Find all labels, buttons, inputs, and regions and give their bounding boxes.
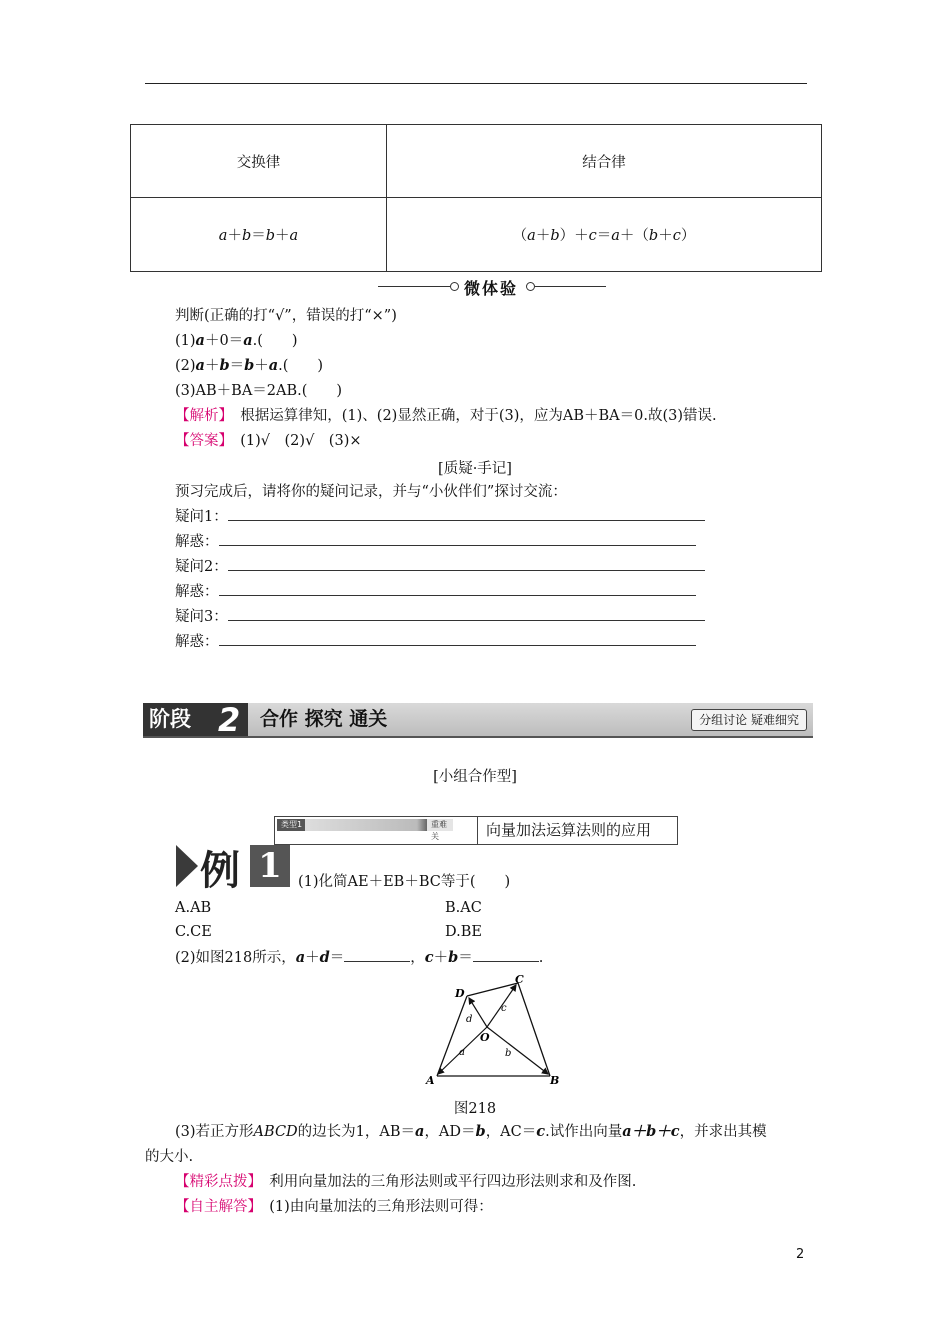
- example-number: 1: [250, 845, 290, 887]
- judge-item-1: (1)a＋0＝a.( ): [175, 332, 298, 349]
- edge-cb: [518, 983, 550, 1076]
- example-q3-line1: (3)若正方形ABCD的边长为1，AB＝a，AD＝b，AC＝c.试作出向量a＋b＋c，并求出其模: [175, 1123, 767, 1140]
- notes-intro: 预习完成后，请将你的疑问记录，并与“小伙伴们”探讨交流：: [175, 484, 567, 500]
- edge-ad: [437, 996, 467, 1076]
- option-b: B.AC: [445, 900, 482, 916]
- example-q3-line2: 的大小.: [145, 1149, 194, 1165]
- judge-intro: 判断(正确的打“√”，错误的打“×”): [175, 308, 397, 324]
- figure-caption: 图218: [453, 1101, 497, 1117]
- label-a: a: [459, 1047, 465, 1058]
- label-A: A: [426, 1074, 435, 1087]
- tip-label: 【精彩点拨】: [175, 1174, 255, 1190]
- header-rule: [145, 83, 807, 84]
- notes-row-4[interactable]: 解惑：: [175, 582, 696, 602]
- notes-row-1[interactable]: 疑问1：: [175, 507, 705, 527]
- example-q2: (2)如图218所示，a＋d＝ ，c＋b＝ .: [175, 949, 544, 966]
- associative-formula: （a＋b）＋c＝a＋（b＋c）: [387, 198, 822, 272]
- commutative-header: 交换律: [131, 125, 387, 198]
- label-C: C: [515, 974, 524, 986]
- option-a: A.AB: [175, 900, 212, 916]
- arrow-icon: [176, 845, 198, 887]
- type-strip: 类型1 重难关: [277, 819, 453, 831]
- judge-item-2: (2)a＋b＝b＋a.( ): [175, 357, 324, 374]
- solve-line: 【自主解答】 (1)由向量加法的三角形法则可得：: [175, 1199, 493, 1215]
- label-O: O: [480, 1031, 490, 1044]
- type-title: 向量加法运算法则的应用: [477, 817, 651, 844]
- stage-title: 合作 探究 通关: [260, 708, 388, 730]
- stage-tag: 分组讨论 疑难细究: [691, 709, 807, 731]
- label-d: d: [466, 1014, 473, 1025]
- analysis-label: 【解析】: [175, 408, 226, 424]
- notes-title: [质疑·手记]: [438, 461, 512, 477]
- page-number: 2: [796, 1247, 805, 1262]
- vector-figure: [420, 974, 570, 1089]
- type-box: [274, 816, 678, 845]
- judge-analysis: 【解析】 根据运算律知，(1)、(2)显然正确，对于(3)，应为AB＋BA＝0.故(3)错误.: [175, 408, 717, 424]
- stage-number: 2: [218, 701, 241, 739]
- notes-row-6[interactable]: 解惑：: [175, 632, 696, 652]
- micro-section-divider: [378, 276, 606, 296]
- judge-item-3: (3)AB＋BA＝2AB.( ): [175, 383, 343, 399]
- law-table: [130, 124, 822, 272]
- label-B: B: [550, 1074, 560, 1087]
- group-type-title: [小组合作型]: [433, 769, 517, 785]
- judge-answer: 【答案】 (1)√ (2)√ (3)×: [175, 433, 362, 449]
- stage-label: 阶段: [143, 703, 248, 736]
- example-badge: [176, 843, 290, 894]
- label-c: c: [501, 1003, 507, 1014]
- notes-row-2[interactable]: 解惑：: [175, 532, 696, 552]
- commutative-formula: a＋b＝b＋a: [131, 198, 387, 272]
- option-d: D.BE: [445, 924, 482, 940]
- notes-row-3[interactable]: 疑问2：: [175, 557, 705, 577]
- answer-label: 【答案】: [175, 433, 226, 449]
- option-c: C.CE: [175, 924, 212, 940]
- solve-label: 【自主解答】: [175, 1199, 255, 1215]
- micro-section-title: 微体验: [464, 279, 519, 298]
- label-D: D: [455, 987, 465, 1000]
- associative-header: 结合律: [387, 125, 822, 198]
- vector-b: [487, 1027, 548, 1074]
- notes-row-5[interactable]: 疑问3：: [175, 607, 705, 627]
- tip-line: 【精彩点拨】 利用向量加法的三角形法则或平行四边形法则求和及作图.: [175, 1174, 637, 1190]
- stage-banner: [143, 703, 813, 738]
- example-q1: (1)化简AE＋EB＋BC等于( ): [298, 874, 511, 890]
- label-b: b: [505, 1048, 512, 1059]
- example-char: 例: [200, 848, 240, 894]
